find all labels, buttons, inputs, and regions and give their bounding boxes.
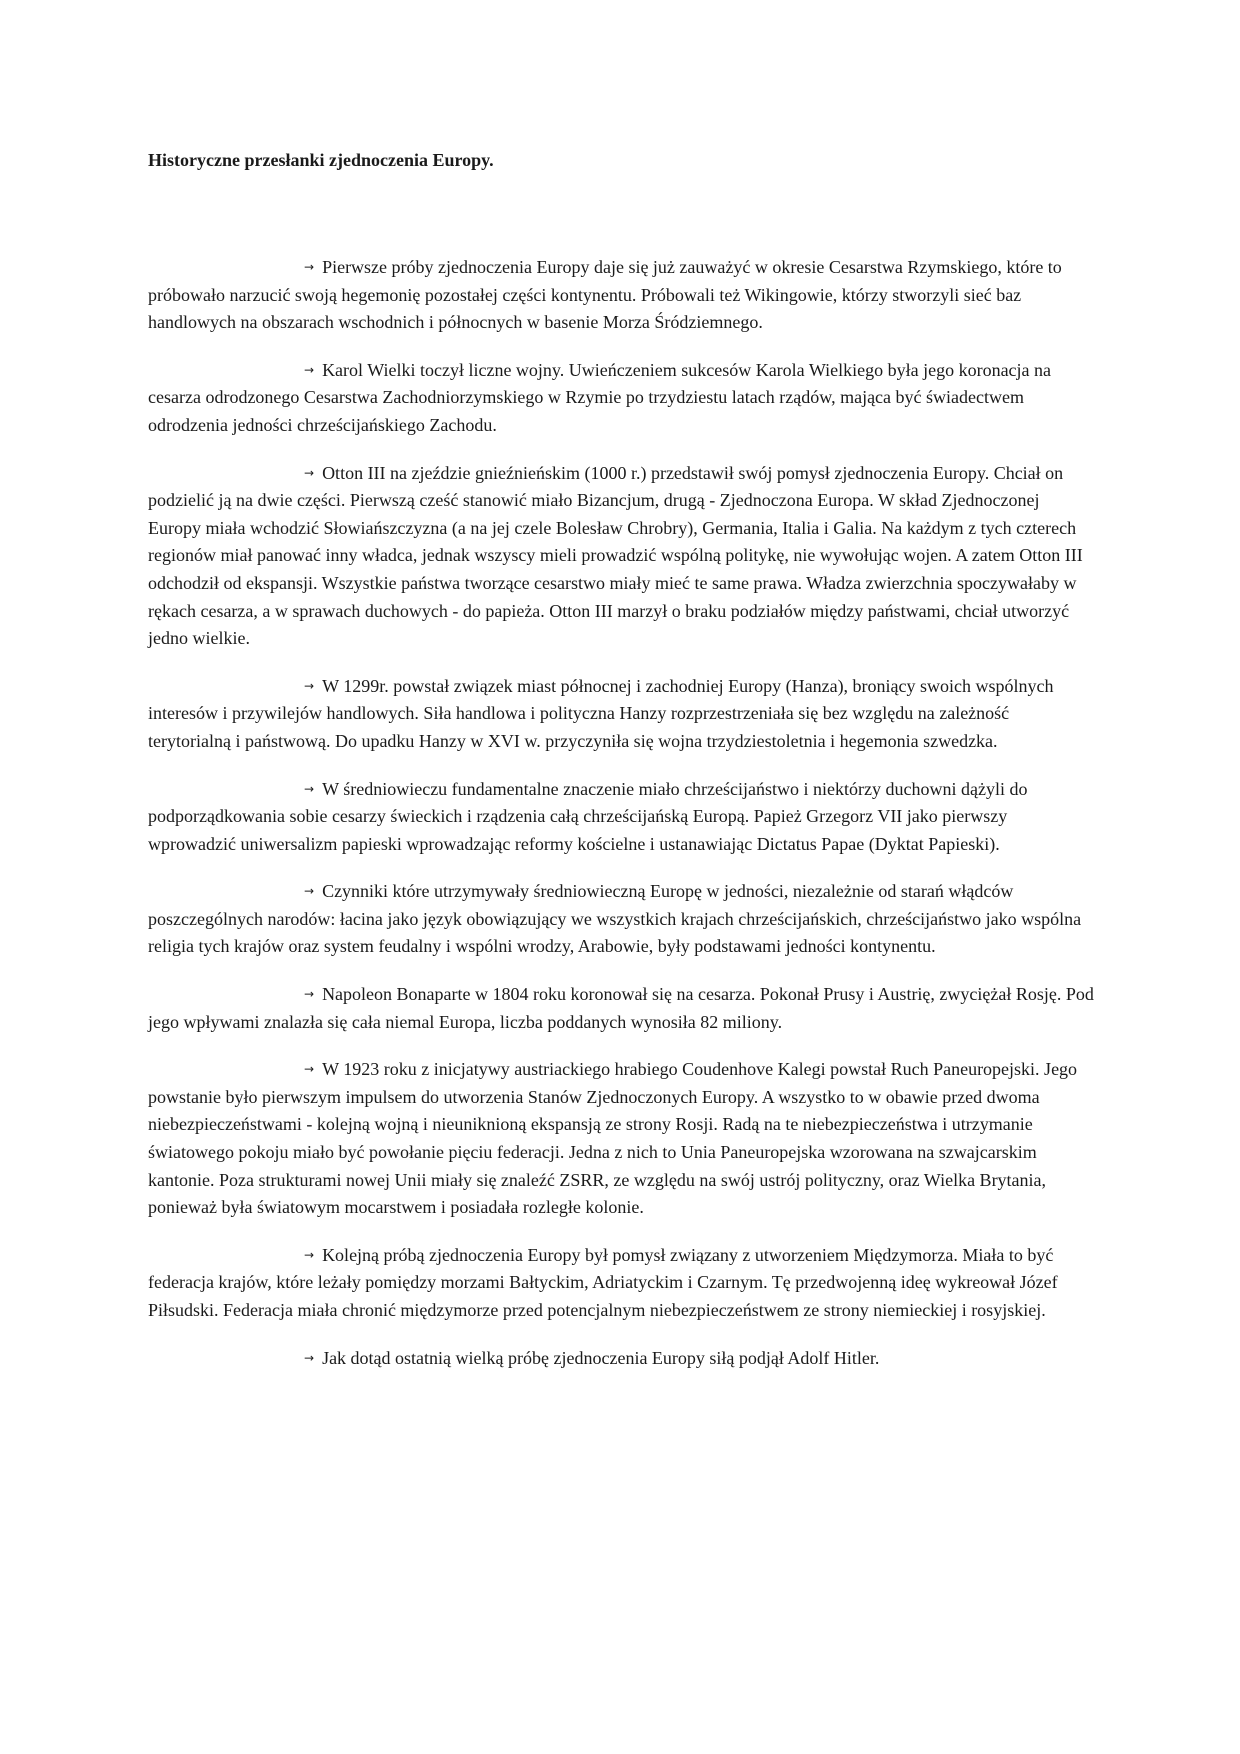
paragraph-text: Otton III na zjeździe gnieźnieńskim (1000 r.) przedstawił swój pomysł zjednoczenia Europy. Chciał on podzielić ją na dwie części. Pierwszą cześć stanowić miało Bizancjum, drugą - Zjednoczona Europa. W skład Zjednoczonej Europy miała wchodzić Słowiańszczyzna (a na jej czele Bolesław Chrobry), Germania, Italia i Galia. Na każdym z tych czterech regionów miał panować inny władca, jednak wszyscy mieli prowadzić wspólną politykę, nie wywołując wojen. A zatem Otton III odchodził od ekspansji. Wszystkie państwa tworzące cesarstwo miały mieć te same prawa. Władza zwierzchnia spoczywałaby w rękach cesarza, a w sprawach duchowych - do papieża. Otton III marzył o braku podziałów między państwami, chciał utworzyć jedno wielkie. (148, 462, 1083, 649)
paragraph-text: Jak dotąd ostatnią wielką próbę zjednoczenia Europy siłą podjął Adolf Hitler. (322, 1347, 880, 1368)
paragraph-paneuropa (148, 1056, 1094, 1222)
arrow-bullet-icon: → (304, 884, 315, 899)
arrow-bullet-icon: → (304, 1062, 315, 1077)
paragraph-charlemagne (148, 357, 1094, 440)
paragraph-roman-empire (148, 254, 1094, 337)
arrow-bullet-icon: → (304, 465, 315, 480)
paragraph-otto-iii (148, 460, 1094, 653)
document-title: Historyczne przesłanki zjednoczenia Europy. (148, 150, 494, 170)
arrow-bullet-icon: → (304, 260, 315, 274)
paragraph-text: Czynniki które utrzymywały średniowieczną Europę w jedności, niezależnie od starań włądców poszczególnych narodów: łacina jako język obowiązujący we wszystkich krajach chrześcijańskich, chrześcijaństwo jako wspólna religia tych krajów oraz system feudalny i wspólni wrodzy, Arabowie, były podstawami jedności kontynentu. (148, 881, 1082, 957)
paragraph-intermarium (148, 1242, 1094, 1325)
document-body (148, 254, 1094, 1372)
paragraph-text: Napoleon Bonaparte w 1804 roku koronował się na cesarza. Pokonał Prusy i Austrię, zwyciężał Rosję. Pod jego wpływami znalazła się cała niemal Europa, liczba poddanych wynosiła 82 miliony. (148, 984, 1094, 1032)
paragraph-middle-ages (148, 776, 1094, 859)
paragraph-text: Pierwsze próby zjednoczenia Europy daje się już zauważyć w okresie Cesarstwa Rzymskiego, które to próbowało narzucić swoją hegemonię pozostałej części kontynentu. Próbowali też Wikingowie, którzy stworzyli sieć baz handlowych na obszarach wschodnich i północnych w basenie Morza Śródziemnego. (148, 257, 1062, 333)
paragraph-text: Kolejną próbą zjednoczenia Europy był pomysł związany z utworzeniem Międzymorza. Miała to być federacja krajów, które leżały pomiędzy morzami Bałtyckim, Adriatyckim i Czarnym. Tę przedwojenną ideę wykreował Józef Piłsudski. Federacja miała chronić międzymorze przed potencjalnym niebezpieczeństwem ze strony niemieckiej i rosyjskiej. (148, 1244, 1058, 1320)
paragraph-hitler (148, 1345, 1094, 1373)
paragraph-hanza (148, 673, 1094, 756)
paragraph-napoleon (148, 981, 1094, 1036)
arrow-bullet-icon: → (304, 1350, 315, 1365)
arrow-bullet-icon: → (304, 1247, 315, 1262)
paragraph-text: W średniowieczu fundamentalne znaczenie miało chrześcijaństwo i niektórzy duchowni dążyli do podporządkowania sobie cesarzy świeckich i rządzenia całą chrześcijańską Europą. Papież Grzegorz VII jako pierwszy wprowadzić uniwersalizm papieski wprowadzając reformy kościelne i ustanawiając Dictatus Papae (Dyktat Papieski). (148, 778, 1028, 854)
paragraph-text: W 1923 roku z inicjatywy austriackiego hrabiego Coudenhove Kalegi powstał Ruch Paneuropejski. Jego powstanie było pierwszym impulsem do utworzenia Stanów Zjednoczonych Europy. A wszystko to w obawie przed dwoma niebezpieczeństwami - kolejną wojną i nieuniknioną ekspansją ze strony Rosji. Radą na te niebezpieczeństwa i utrzymanie światowego pokoju miało być powołanie pięciu federacji. Jedna z nich to Unia Paneuropejska wzorowana na szwajcarskim kantonie. Poza strukturami nowej Unii miały się znaleźć ZSRR, ze względu na swój ustrój polityczny, oraz Wielka Brytania, ponieważ była światowym mocarstwem i posiadała rozległe kolonie. (148, 1059, 1078, 1218)
document-page (148, 146, 1094, 1392)
arrow-bullet-icon: → (304, 781, 315, 796)
arrow-bullet-icon: → (304, 362, 315, 377)
paragraph-unity-factors (148, 878, 1094, 961)
arrow-bullet-icon: → (304, 678, 315, 693)
paragraph-text: Karol Wielki toczył liczne wojny. Uwieńczeniem sukcesów Karola Wielkiego była jego koronacja na cesarza odrodzonego Cesarstwa Zachodniorzymskiego w Rzymie po trzydziestu latach rządów, mająca być świadectwem odrodzenia jedności chrześcijańskiego Zachodu. (148, 359, 1052, 435)
paragraph-text: W 1299r. powstał związek miast północnej i zachodniej Europy (Hanza), broniący swoich wspólnych interesów i przywilejów handlowych. Siła handlowa i polityczna Hanzy rozprzestrzeniała się bez względu na zależność terytorialną i państwową. Do upadku Hanzy w XVI w. przyczyniła się wojna trzydziestoletnia i hegemonia szwedzka. (148, 675, 1054, 751)
arrow-bullet-icon: → (304, 987, 315, 1002)
